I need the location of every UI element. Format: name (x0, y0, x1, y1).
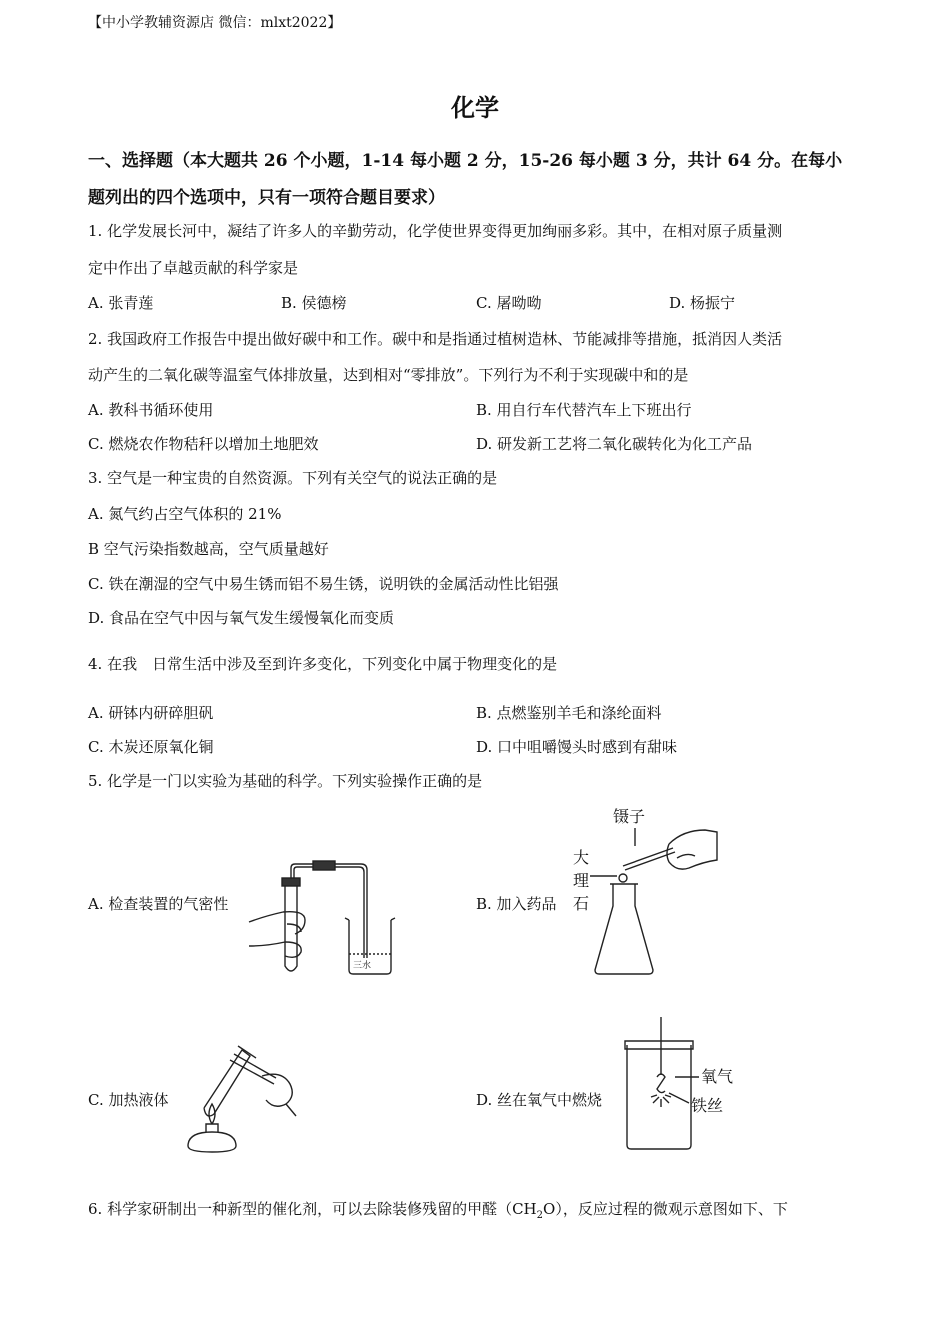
page-title: 化学 (451, 93, 499, 122)
question-3-option-a: A. 氮气约占空气体积的 21% (88, 505, 282, 523)
question-1-stem-cont: 定中作出了卓越贡献的科学家是 (88, 259, 299, 277)
question-4-option-c: C. 木炭还原氧化铜 (88, 738, 214, 756)
question-5-option-c: C. 加热液体 (88, 1091, 169, 1109)
question-5-option-b: B. 加入药品 (476, 895, 557, 913)
page-header: 【中小学教辅资源店 微信：mlxt2022】 (88, 15, 342, 31)
section-heading-line2: 题列出的四个选项中，只有一项符合题目要求） (88, 188, 445, 208)
question-2-option-c: C. 燃烧农作物秸秆以增加土地肥效 (88, 435, 319, 453)
figure-adding-reagent (565, 800, 725, 980)
question-6-stem-part1: 6. 科学家研制出一种新型的催化剂，可以去除装修残留的甲醛（CH (88, 1200, 537, 1218)
question-3-option-c: C. 铁在潮湿的空气中易生锈而铝不易生锈，说明铁的金属活动性比铝强 (88, 575, 559, 593)
question-1-option-a: A. 张青莲 (88, 294, 154, 312)
question-3-option-d: D. 食品在空气中因与氧气发生缓慢氧化而变质 (88, 609, 395, 627)
question-2-stem-cont: 动产生的二氧化碳等温室气体排放量，达到相对“零排放”。下列行为不利于实现碳中和的是 (88, 366, 689, 384)
formula-subscript: 2 (536, 1210, 544, 1221)
question-1-option-d: D. 杨振宁 (669, 294, 736, 312)
section-heading-line1: 一、选择题（本大题共 26 个小题，1-14 每小题 2 分，15-26 每小题 3 分，共计 64 分。在每小 (88, 151, 843, 171)
question-4-option-b: B. 点燃鉴别羊毛和涤纶面料 (476, 704, 662, 722)
figure-oxygen-label: 氧气 (701, 1067, 734, 1086)
question-3-option-b: B 空气污染指数越高，空气质量越好 (88, 540, 329, 558)
question-1-option-c: C. 屠呦呦 (476, 294, 542, 312)
figure-airtightness-check (245, 860, 400, 980)
figure-heating-liquid (178, 1038, 303, 1158)
figure-tweezers-label: 镊子 (613, 807, 646, 826)
figure-marble-label-2: 理 (573, 871, 590, 890)
figure-marble-label-3: 石 (573, 894, 590, 913)
question-5-option-d: D. 丝在氧气中燃烧 (476, 1091, 603, 1109)
question-3-stem: 3. 空气是一种宝贵的自然资源。下列有关空气的说法正确的是 (88, 469, 498, 487)
question-2-option-d: D. 研发新工艺将二氧化碳转化为化工产品 (476, 435, 753, 453)
question-4-option-a: A. 研钵内研碎胆矾 (88, 704, 214, 722)
question-1-stem: 1. 化学发展长河中，凝结了许多人的辛勤劳动，化学使世界变得更加绚丽多彩。其中，在相对原子质量测 (88, 222, 783, 240)
question-2-option-a: A. 教科书循环使用 (88, 401, 214, 419)
question-2-option-b: B. 用自行车代替汽车上下班出行 (476, 401, 692, 419)
question-5-option-a: A. 检查装置的气密性 (88, 895, 229, 913)
figure-marble-label-1: 大 (573, 848, 590, 867)
question-4-option-d: D. 口中咀嚼馒头时感到有甜味 (476, 738, 678, 756)
question-6-stem-part2: O），反应过程的微观示意图如下、下 (543, 1200, 788, 1218)
figure-beaker-water-label: 三水 (353, 961, 372, 971)
figure-burning-in-oxygen (615, 1015, 745, 1155)
question-4-stem: 4. 在我 日常生活中涉及至到许多变化，下列变化中属于物理变化的是 (88, 655, 558, 673)
question-6-stem (88, 1198, 788, 1221)
question-1-option-b: B. 侯德榜 (281, 294, 347, 312)
question-5-stem: 5. 化学是一门以实验为基础的科学。下列实验操作正确的是 (88, 772, 483, 790)
figure-iron-wire-label: 铁丝 (691, 1096, 724, 1115)
question-2-stem: 2. 我国政府工作报告中提出做好碳中和工作。碳中和是指通过植树造林、节能减排等措施，抵消因人类活 (88, 330, 783, 348)
